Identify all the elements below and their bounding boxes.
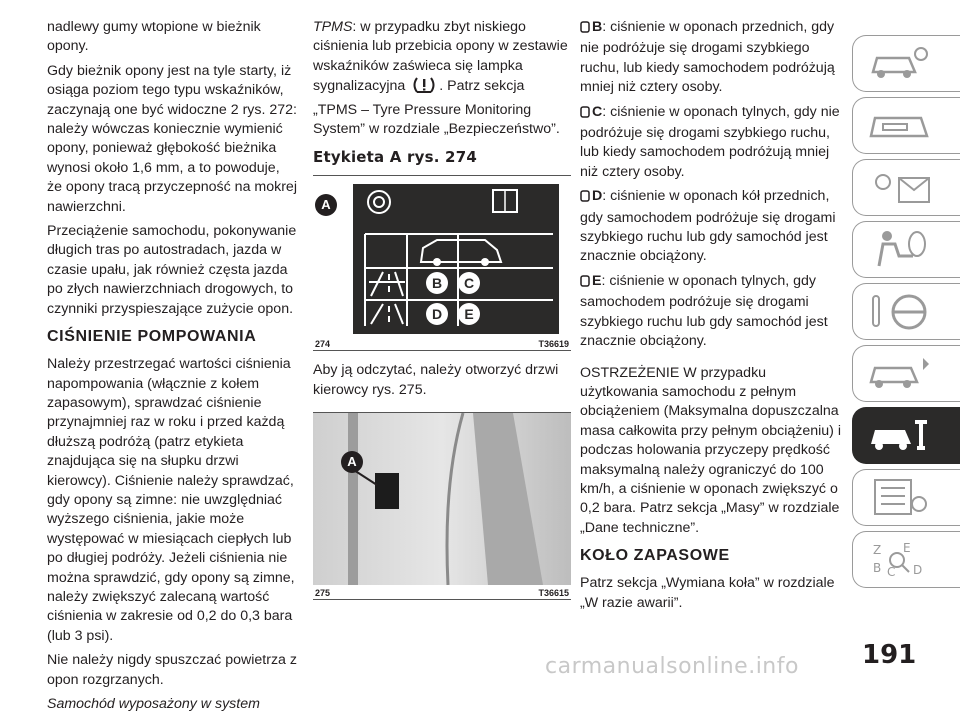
chapter-tab-technical-data[interactable] <box>852 469 960 526</box>
figure-275-illustration <box>313 413 571 585</box>
text-span: . Patrz sekcja „TPMS – Tyre Pressure Monitoring System” w rozdziale „Bezpieczeństwo”. <box>313 78 560 138</box>
letter-c: C <box>592 103 603 120</box>
warning-lights-icon <box>865 166 935 208</box>
car-emergency-icon <box>865 352 935 394</box>
column-2 <box>313 18 571 610</box>
chapter-tab-warning-lights[interactable] <box>852 159 960 216</box>
column-1 <box>47 18 297 719</box>
svg-text:E: E <box>903 541 911 555</box>
figure-number: 274 <box>315 339 331 350</box>
paragraph: Aby ją odczytać, należy otworzyć drzwi kierowcy rys. 275. <box>313 362 559 398</box>
paragraph: nadlewy gumy wtopione w bieżnik opony. <box>47 19 261 55</box>
text-span: : ciśnienie w oponach tylnych, gdy nie podróżuje się drogami szybkiego ruchu, lub kiedy samochodem podróżują mniej niż cztery osoby. <box>580 103 840 180</box>
figure-274-caption <box>313 336 571 350</box>
chapter-tabs <box>852 35 960 593</box>
figure-code: T36615 <box>538 588 569 599</box>
text-span: : ciśnienie w oponach tylnych, gdy samochodem podróżuje się drogami szybkiego ruchu lub gdy samochód jest znacznie obciążony. <box>580 272 828 350</box>
text-span: : ciśnienie w oponach kół przednich, gdy samochodem podróżuje się drogami szybkiego ruchu lub gdy samochód jest znacznie obciążony. <box>580 188 836 265</box>
airbag-safety-icon <box>865 228 935 270</box>
heading-etykieta: Etykieta A rys. 274 <box>313 148 477 167</box>
figure-number: 275 <box>315 588 331 599</box>
data-sheet-icon <box>865 476 935 518</box>
car-info-icon <box>865 42 935 84</box>
chapter-tab-safety[interactable] <box>852 221 960 278</box>
chapter-tab-dashboard[interactable] <box>852 97 960 154</box>
badge-c: C <box>458 272 480 294</box>
car-wrench-icon <box>865 414 935 456</box>
paragraph-b <box>580 18 842 98</box>
svg-text:C: C <box>887 565 896 579</box>
badge-e: E <box>458 303 480 325</box>
car-dashboard-icon <box>865 104 935 146</box>
figure-274 <box>313 175 571 351</box>
paragraph-d <box>580 187 842 267</box>
paragraph-tpms <box>313 18 571 139</box>
paragraph-c <box>580 103 842 183</box>
page-number: 191 <box>862 640 917 670</box>
section-heading-kolo-zapasowe: KOŁO ZAPASOWE <box>580 547 730 565</box>
chapter-tab-emergency[interactable] <box>852 345 960 402</box>
tire-icon <box>580 189 590 208</box>
svg-text:D: D <box>913 563 923 577</box>
badge-d: D <box>426 303 448 325</box>
column-3 <box>580 18 842 618</box>
paragraph: Gdy bieżnik opony jest na tyle starty, iż osiąga poziom tego typu wskaźników, zaczynają one być widoczne 2 rys. 272: należy wówczas koniecznie wymienić opony, ponieważ głębokość bieżnika wynosi około 1,6 mm, a to powoduje, że opony tracą przyczepność na mokrej nawierzchni. <box>47 62 297 215</box>
tpms-warning-lamp-icon <box>411 76 437 100</box>
watermark: carmanualsonline.info <box>545 654 799 679</box>
svg-text:Z: Z <box>873 543 882 557</box>
tire-icon <box>580 20 590 39</box>
letter-e: E <box>592 272 602 289</box>
figure-code: T36619 <box>538 339 569 350</box>
paragraph: Nie należy nigdy spuszczać powietrza z opon rozgrzanych. <box>47 652 297 688</box>
chapter-tab-index[interactable] <box>852 531 960 588</box>
chapter-tab-vehicle-info[interactable] <box>852 35 960 92</box>
figure-274-illustration <box>313 176 571 336</box>
steering-key-icon <box>865 290 935 332</box>
paragraph: Patrz sekcja „Wymiana koła” w rozdziale „W razie awarii”. <box>580 575 835 611</box>
tire-icon <box>580 105 590 124</box>
tire-icon <box>580 274 590 293</box>
svg-text:B: B <box>873 561 882 575</box>
figure-275 <box>313 412 571 600</box>
chapter-tab-driving[interactable] <box>852 283 960 340</box>
warning-paragraph: OSTRZEŻENIE W przypadku użytkowania samochodu z pełnym obciążeniem (Maksymalna dopuszczalna masa całkowita przy pełnym obciążeniu) i podczas holowania przyczepy prędkość maksymalną należy ograniczyć do 100 km/h, a ciśnienie w oponach zwiększyć o 0,2 bara. Patrz sekcja „Masy” w rozdziale „Dane techniczne”. <box>580 364 842 536</box>
letter-b: B <box>592 19 603 35</box>
paragraph: Przeciążenie samochodu, pokonywanie długich tras po autostradach, jazda w czasie upału, jak również częsta jazda po złych nawierzchniach drogowych, to czynniki przyspieszające zużycie opon. <box>47 223 297 317</box>
paragraph: Samochód wyposażony w system <box>47 696 260 712</box>
section-heading-cisnienie: CIŚNIENIE POMPOWANIA <box>47 328 257 346</box>
text-span: : ciśnienie w oponach przednich, gdy nie podróżuje się drogami szybkiego ruchu, lub kiedy samochodem podróżują mniej niż cztery osoby. <box>580 19 835 96</box>
figure-label-a: A <box>315 194 337 216</box>
paragraph-e <box>580 272 842 352</box>
figure-label-a: A <box>341 451 363 473</box>
tpms-term: TPMS <box>313 19 353 35</box>
figure-275-caption <box>313 585 571 599</box>
paragraph: Należy przestrzegać wartości ciśnienia napompowania (włącznie z kołem zapasowym), sprawdzać ciśnienie przynajmniej raz w roku i przed każdą dłuższą podróżą (patrz etykieta znajdująca się na słupku drzwi kierowcy). Ciśnienie należy sprawdzać, gdy opony są zimne: nie uwzględniać wyższego ciśnienia, jakie może występować w miesiącach ciepłych lub po długiej podróży. Jeżeli ciśnienia nie można sprawdzić, gdy opony są zimne, należy zwiększyć zalecaną wartość ciśnienia w zakresie od 0,2 do 0,3 bara (lub 3 psi). <box>47 356 295 644</box>
alphabet-index-icon <box>865 538 935 580</box>
text-span: : w przypadku zbyt niskiego ciśnienia lub przebicia opony w zestawie wskaźników zaświeca się lampka sygnalizacyjna <box>313 19 568 95</box>
letter-d: D <box>592 188 603 205</box>
badge-b: B <box>426 272 448 294</box>
chapter-tab-maintenance[interactable] <box>852 407 960 464</box>
